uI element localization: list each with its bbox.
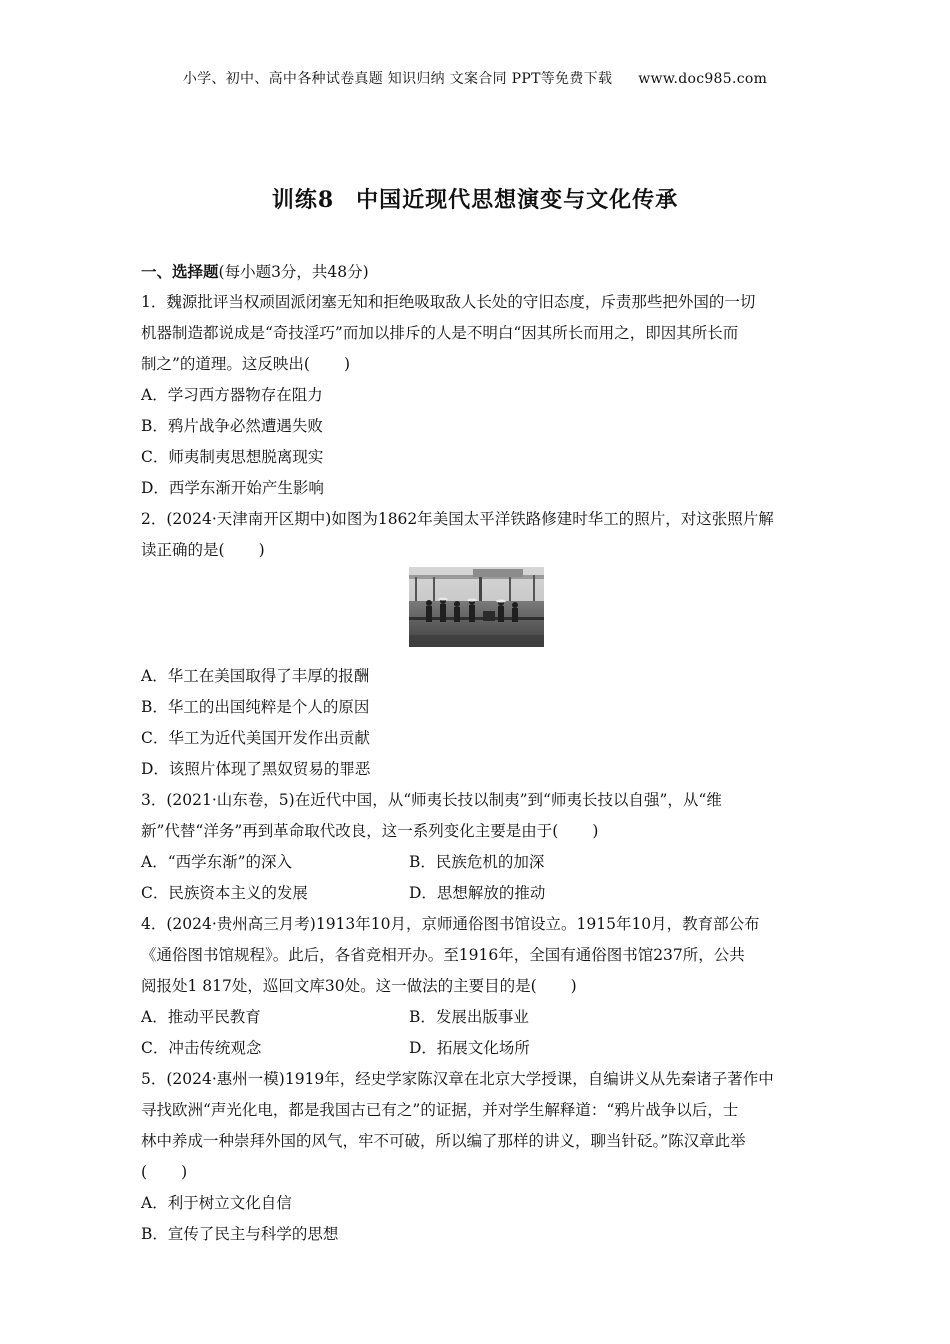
q2-option-a: A．华工在美国取得了丰厚的报酬 (141, 667, 370, 685)
q1-option-d: D．西学东渐开始产生影响 (141, 479, 324, 497)
close-paren: ) (258, 541, 265, 559)
question-5-line-4-text: ( (141, 1163, 148, 1181)
title-part2: 中国近现代思想演变与文化传承 (356, 187, 679, 213)
section-note: (每小题3分，共48分) (218, 263, 369, 281)
question-4-line-2: 《通俗图书馆规程》。此后，各省竞相开办。至1916年，全国有通俗图书馆237所，公共 (141, 946, 745, 964)
question-5 (141, 1064, 811, 1250)
question-5-line-2: 寻找欧洲“声光化电，都是我国古已有之”的证据，并对学生解释道：“鸦片战争以后，士 (141, 1101, 739, 1119)
q5-option-a: A．利于树立文化自信 (141, 1194, 292, 1212)
photo-container (141, 566, 811, 661)
close-paren: ) (181, 1163, 188, 1181)
question-1-line-3 (141, 349, 811, 380)
q3-options-row-2 (141, 878, 811, 909)
q2-option-c: C．华工为近代美国开发作出贡献 (141, 729, 370, 747)
question-3-line-1: 3．(2021·山东卷，5)在近代中国，从“师夷长技以制夷”到“师夷长技以自强”，从“维 (141, 791, 722, 809)
header-site-link[interactable]: www.doc985.com (638, 71, 768, 87)
q4-option-d: D．拓展文化场所 (409, 1039, 530, 1057)
page-header (0, 68, 950, 88)
q3-option-a: A．“西学东渐”的深入 (141, 853, 293, 871)
q3-option-b: B．民族危机的加深 (409, 853, 545, 871)
header-text: 小学、初中、高中各种试卷真题 知识归纳 文案合同 PPT等免费下载 (182, 71, 613, 87)
q3-option-d: D．思想解放的推动 (409, 884, 546, 902)
question-4-line-3 (141, 971, 811, 1002)
q1-option-c: C．师夷制夷思想脱离现实 (141, 448, 324, 466)
question-1 (141, 287, 811, 504)
q1-option-b: B．鸦片战争必然遭遇失败 (141, 417, 323, 435)
close-paren: ) (592, 822, 599, 840)
question-5-line-3: 林中养成一种崇拜外国的风气，牢不可破，所以编了那样的讲义，聊当针砭。”陈汉章此举 (141, 1132, 746, 1150)
q3-options-row-1 (141, 847, 811, 878)
question-2-line-2 (141, 535, 811, 566)
railroad-workers-photo (409, 567, 544, 647)
question-3 (141, 785, 811, 909)
question-content (141, 256, 811, 1250)
question-2-line-2-text: 读正确的是( (141, 541, 225, 559)
title-part1: 训练8 (271, 187, 335, 213)
question-2 (141, 504, 811, 785)
question-3-line-2 (141, 816, 811, 847)
question-3-line-2-text: 新”代替“洋务”再到革命取代改良，这一系列变化主要是由于( (141, 822, 559, 840)
question-5-line-1: 5．(2024·惠州一模)1919年，经史学家陈汉章在北京大学授课，自编讲义从先秦诸子著作中 (141, 1070, 774, 1088)
question-4-line-1: 4．(2024·贵州高三月考)1913年10月，京师通俗图书馆设立。1915年10月，教育部公布 (141, 915, 760, 933)
q1-option-a: A．学习西方器物存在阻力 (141, 386, 323, 404)
q4-option-a: A．推动平民教育 (141, 1008, 261, 1026)
q3-option-c: C．民族资本主义的发展 (141, 884, 308, 902)
question-1-line-3-text: 制之”的道理。这反映出( (141, 355, 310, 373)
close-paren: ) (343, 355, 351, 373)
q2-option-d: D．该照片体现了黑奴贸易的罪恶 (141, 760, 371, 778)
q4-options-row-2 (141, 1033, 811, 1064)
section-title-text: 一、选择题 (141, 262, 219, 281)
page-title (0, 183, 950, 214)
question-1-line-2: 机器制造都说成是“奇技淫巧”而加以排斥的人是不明白“因其所长而用之，即因其所长而 (141, 324, 739, 342)
close-paren: ) (570, 977, 577, 995)
q5-option-b: B．宣传了民主与科学的思想 (141, 1225, 339, 1243)
section-title (141, 256, 811, 287)
question-5-line-4 (141, 1157, 811, 1188)
question-4-line-3-text: 阅报处1 817处，巡回文库30处。这一做法的主要目的是( (141, 977, 537, 995)
q4-option-c: C．冲击传统观念 (141, 1039, 262, 1057)
q4-option-b: B．发展出版事业 (409, 1008, 529, 1026)
question-4 (141, 909, 811, 1064)
q2-option-b: B．华工的出国纯粹是个人的原因 (141, 698, 370, 716)
question-2-line-1: 2．(2024·天津南开区期中)如图为1862年美国太平洋铁路修建时华工的照片，对这张照片解 (141, 510, 774, 528)
q4-options-row-1 (141, 1002, 811, 1033)
question-1-line-1: 1．魏源批评当权顽固派闭塞无知和拒绝吸取敌人长处的守旧态度，斥责那些把外国的一切 (141, 293, 756, 311)
